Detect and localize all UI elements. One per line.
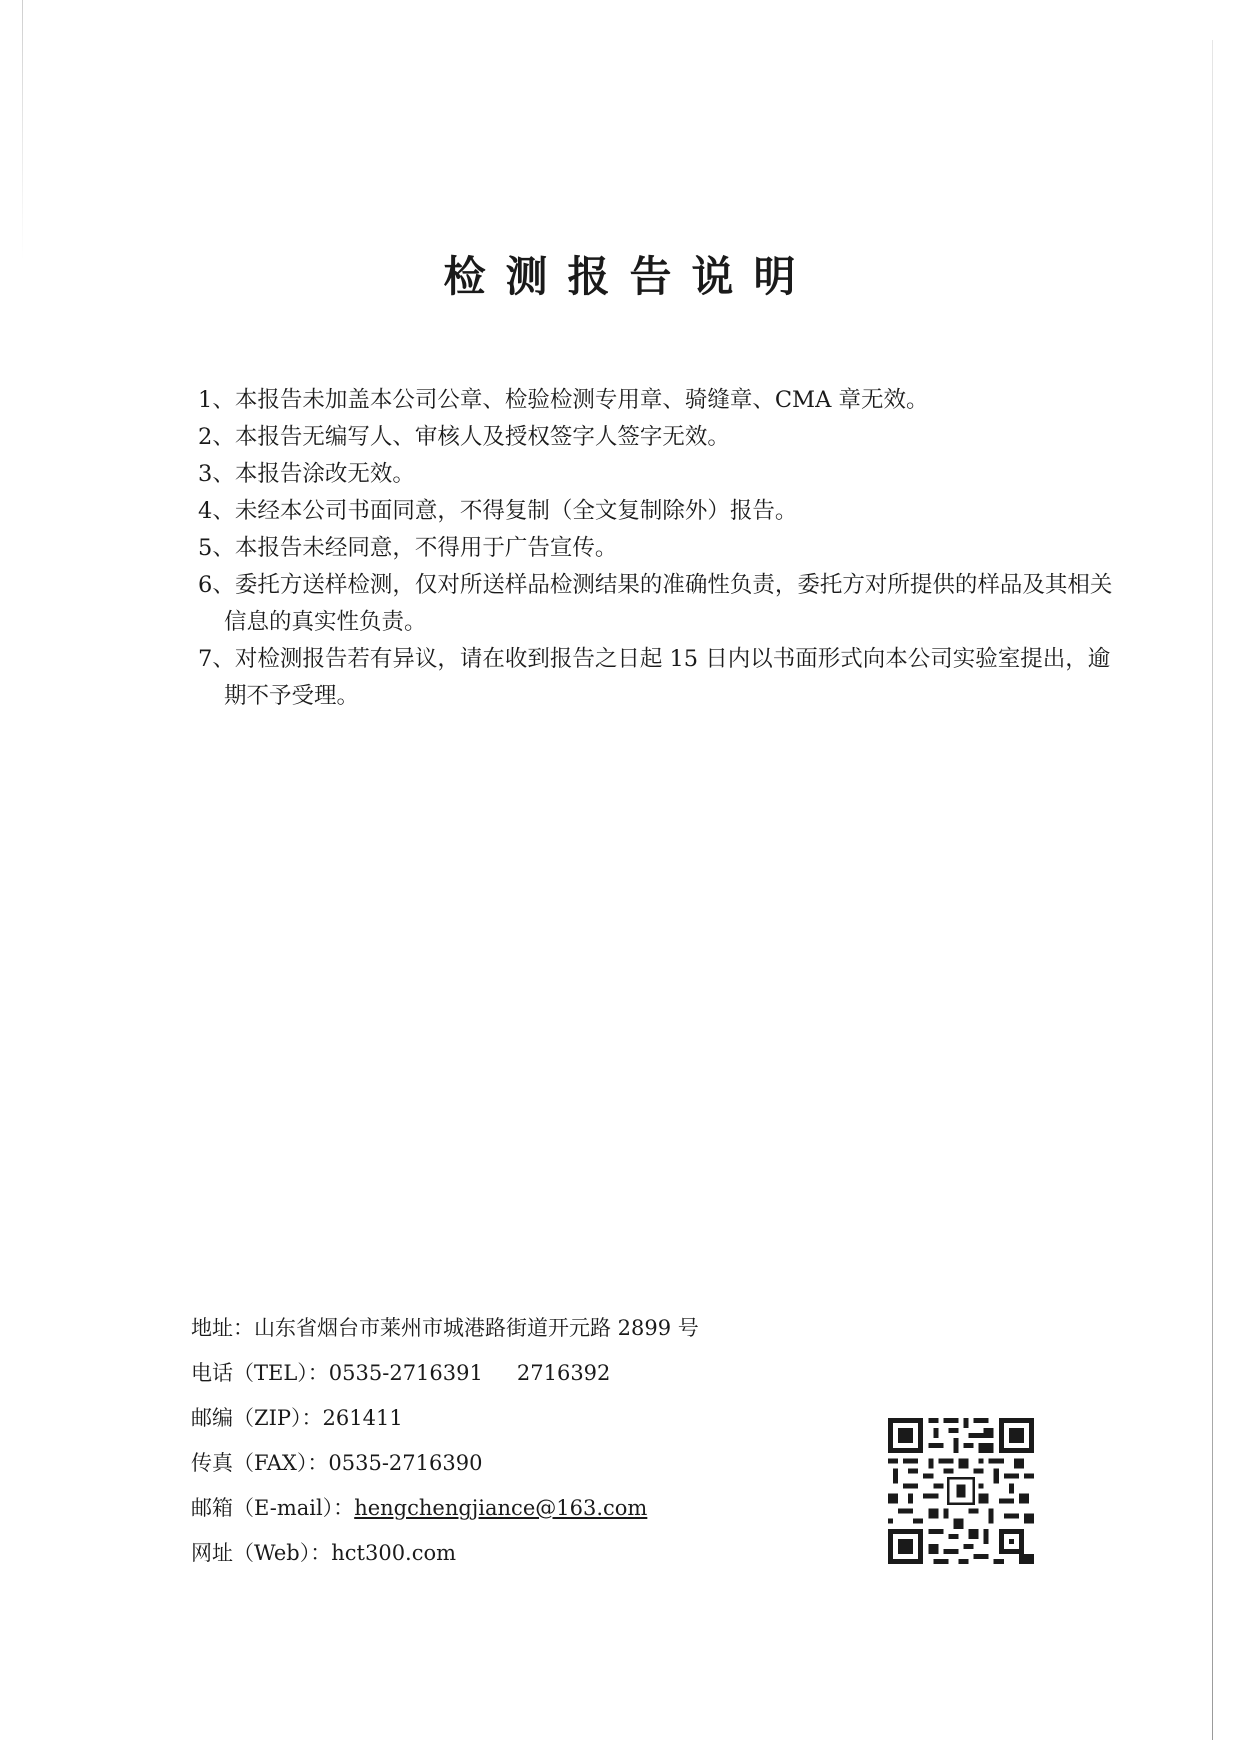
scan-shadow-left [22, 0, 23, 260]
tel-label: 电话（TEL）： [191, 1361, 329, 1385]
email-line [191, 1486, 699, 1531]
fax-label: 传真（FAX）： [191, 1451, 329, 1475]
qr-code-icon [888, 1418, 1034, 1564]
note-item: 1、本报告未加盖本公司公章、检验检测专用章、骑缝章、CMA 章无效。 [198, 387, 929, 413]
address-label: 地址： [191, 1316, 254, 1340]
zip-label: 邮编（ZIP）： [191, 1406, 323, 1430]
address-value: 山东省烟台市莱州市城港路街道开元路 2899 号 [254, 1316, 699, 1340]
note-item: 4、未经本公司书面同意，不得复制（全文复制除外）报告。 [198, 498, 798, 524]
notes-list [198, 382, 1128, 715]
zip-value: 261411 [322, 1406, 403, 1430]
tel-value-1: 0535-2716391 [328, 1361, 483, 1385]
note-item: 5、本报告未经同意，不得用于广告宣传。 [198, 535, 618, 561]
web-value: hct300.com [331, 1541, 457, 1565]
web-label: 网址（Web）： [191, 1541, 332, 1565]
note-item: 7、对检测报告若有异议，请在收到报告之日起 15 日内以书面形式向本公司实验室提出，逾期不予受理。 [198, 646, 1111, 709]
note-item: 6、委托方送样检测，仅对所送样品检测结果的准确性负责，委托方对所提供的样品及其相关信息的真实性负责。 [198, 572, 1113, 635]
fax-value: 0535-2716390 [328, 1451, 483, 1475]
note-item: 3、本报告涂改无效。 [198, 461, 415, 487]
zip-line [191, 1396, 699, 1441]
email-link[interactable]: hengchengjiance@163.com [354, 1496, 648, 1520]
address-line [191, 1306, 699, 1351]
note-item: 2、本报告无编写人、审核人及授权签字人签字无效。 [198, 424, 730, 450]
contact-info [191, 1306, 699, 1576]
fax-line [191, 1441, 699, 1486]
web-line [191, 1531, 699, 1576]
page-title: 检测报告说明 [443, 252, 816, 301]
tel-line [191, 1351, 699, 1396]
email-label: 邮箱（E-mail）： [191, 1496, 355, 1520]
tel-value-2: 2716392 [516, 1361, 611, 1385]
